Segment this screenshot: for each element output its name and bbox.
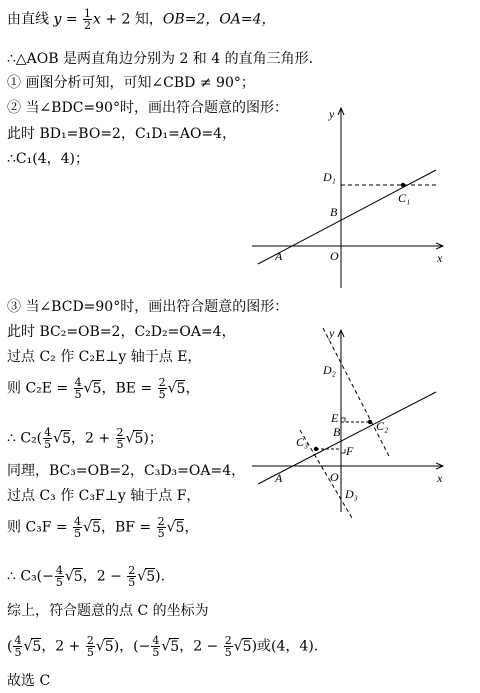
label-c3: C₃ [296,435,309,449]
text: 则 C₃F = [7,519,73,536]
text: ). [155,568,166,585]
fraction [73,516,82,539]
point-c1 [401,183,405,187]
label-c1: C₁ [398,191,411,205]
text: ∴ C₃(− [7,568,54,585]
denominator: 5 [86,646,94,659]
text: 由直线 [7,11,54,28]
radicand: 5 [146,568,156,585]
numerator: 4 [44,426,52,439]
label-a: A [275,249,283,263]
text: ，BF = [100,519,156,536]
denominator: 5 [128,576,136,589]
label-c2: C₂ [376,419,389,433]
label-f: F [346,444,354,458]
radicand: 5 [134,430,144,447]
label-y: y [329,107,335,121]
denominator: 5 [74,527,82,540]
text: ，2 − [179,638,223,655]
text: )； [143,430,163,447]
line-ab [258,170,436,264]
fraction [127,565,136,588]
fraction [13,635,22,658]
line-18: 故选 C [7,673,51,689]
label-a: A [275,471,283,485]
point-c3 [314,447,318,451]
text: ，2 + [71,430,115,447]
text: )或(4，4). [251,638,319,655]
radicand: 5 [242,638,252,655]
line-14: 则 C₃F = $\frac{4}{5}$ √5，BF = $\frac{2}{5}$ √5， [7,515,199,540]
numerator: 4 [74,515,82,528]
line-4: ② 当∠BDC=90°时，画出符合题意的图形： [7,100,288,116]
denominator: 5 [158,388,166,401]
fraction [43,427,52,450]
line-8: 此时 BC₂=OB=2，C₂D₂=OA=4， [7,324,236,340]
label-o: O [330,470,339,484]
numerator: 2 [86,634,94,647]
radicand: 5 [92,380,102,397]
text: ∴ C₂( [7,430,43,447]
label-d3: D₃ [345,487,358,501]
text: ，2 − [82,568,127,585]
numerator: 4 [55,564,63,577]
fraction [151,635,160,658]
text: = [61,11,83,28]
label-y: y [329,326,335,340]
fraction [158,377,167,400]
numerator: 4 [74,376,82,389]
radicand: 5 [104,638,114,655]
text: OB=2， [162,11,220,28]
numerator: 4 [14,634,22,647]
denominator: 5 [116,438,124,451]
line-1 [7,8,276,31]
radicand: 5 [176,380,186,397]
fraction [157,516,166,539]
text: ， [184,519,199,536]
line-11: ∴ C₂( $\frac{4}{5}$ √5，2 + $\frac{2}{5}$ √5)； [7,426,163,451]
fraction [83,8,92,31]
radicand: 5 [62,430,71,447]
label-b: B [330,205,338,219]
label-o: O [330,249,339,263]
text: OA=4， [219,11,276,28]
var-x: x [93,11,101,28]
numerator: 4 [152,634,160,647]
numerator: 2 [224,634,232,647]
label-e: E [331,411,339,425]
line-2: ∴△AOB 是两直角边分别为 2 和 4 的直角三角形. [7,51,314,67]
radicand: 5 [73,568,83,585]
line-9: 过点 C₂ 作 C₂E⊥y 轴于点 E， [7,349,202,365]
denominator: 5 [55,576,63,589]
denominator: 2 [84,19,92,32]
line-6: ∴C₁(4，4)； [7,151,89,167]
text: + 2 知， [100,11,163,28]
line-10: 则 C₂E = $\frac{4}{5}$ √5，BE = $\frac{2}{5}$ √5， [7,376,200,401]
text: ，BE = [101,380,157,397]
fraction [55,565,64,588]
right-angle-f [341,449,345,453]
var-y: y [53,11,62,28]
figure-1 [245,102,475,292]
label-x: x [437,251,443,265]
figure-2 [245,322,475,522]
point-c2 [368,420,372,424]
radicand: 5 [175,519,185,536]
denominator: 5 [44,438,52,451]
text: ， [185,380,200,397]
numerator: 1 [84,7,92,20]
denominator: 5 [224,646,232,659]
line-3: ① 画图分析可知，可知∠CBD ≠ 90°； [7,75,255,91]
text: ( [7,638,13,655]
label-b: B [333,425,341,439]
fraction [224,635,233,658]
line-ab [258,392,436,484]
denominator: 5 [157,527,165,540]
numerator: 2 [128,564,136,577]
label-d2: D₂ [323,363,336,377]
label-x: x [437,471,443,485]
fraction [74,377,83,400]
line-15: ∴ C₃(− $\frac{4}{5}$ √5，2 − $\frac{2}{5}$ √5). [7,564,166,589]
text: )，(− [113,638,151,655]
line-13: 过点 C₃ 作 C₃F⊥y 轴于点 F， [7,488,201,504]
fraction [86,635,95,658]
text: ，2 + [41,638,85,655]
line-17: ( $\frac{4}{5}$ √5，2 + $\frac{2}{5}$ √5)，(− $\frac{4}{5}$ √5，2 − $\frac{2}{5}$ √5)或(4，4). [7,634,319,659]
denominator: 5 [152,646,160,659]
label-d1: D₁ [323,170,336,184]
numerator: 2 [116,426,124,439]
radicand: 5 [32,638,42,655]
numerator: 2 [157,515,165,528]
numerator: 2 [158,376,166,389]
denominator: 5 [74,388,82,401]
line-16: 综上，符合题意的点 C 的坐标为 [7,603,209,619]
line-12: 同理，BC₃=OB=2，C₃D₃=OA=4， [7,463,246,479]
right-angle-e [341,418,345,422]
denominator: 5 [14,646,22,659]
radicand: 5 [92,519,101,536]
line-5: 此时 BD₁=BO=2，C₁D₁=AO=4， [7,126,237,142]
text: 则 C₂E = [7,380,73,397]
radicand: 5 [170,638,180,655]
fraction [116,427,125,450]
line-7: ③ 当∠BCD=90°时，画出符合题意的图形： [7,299,289,315]
